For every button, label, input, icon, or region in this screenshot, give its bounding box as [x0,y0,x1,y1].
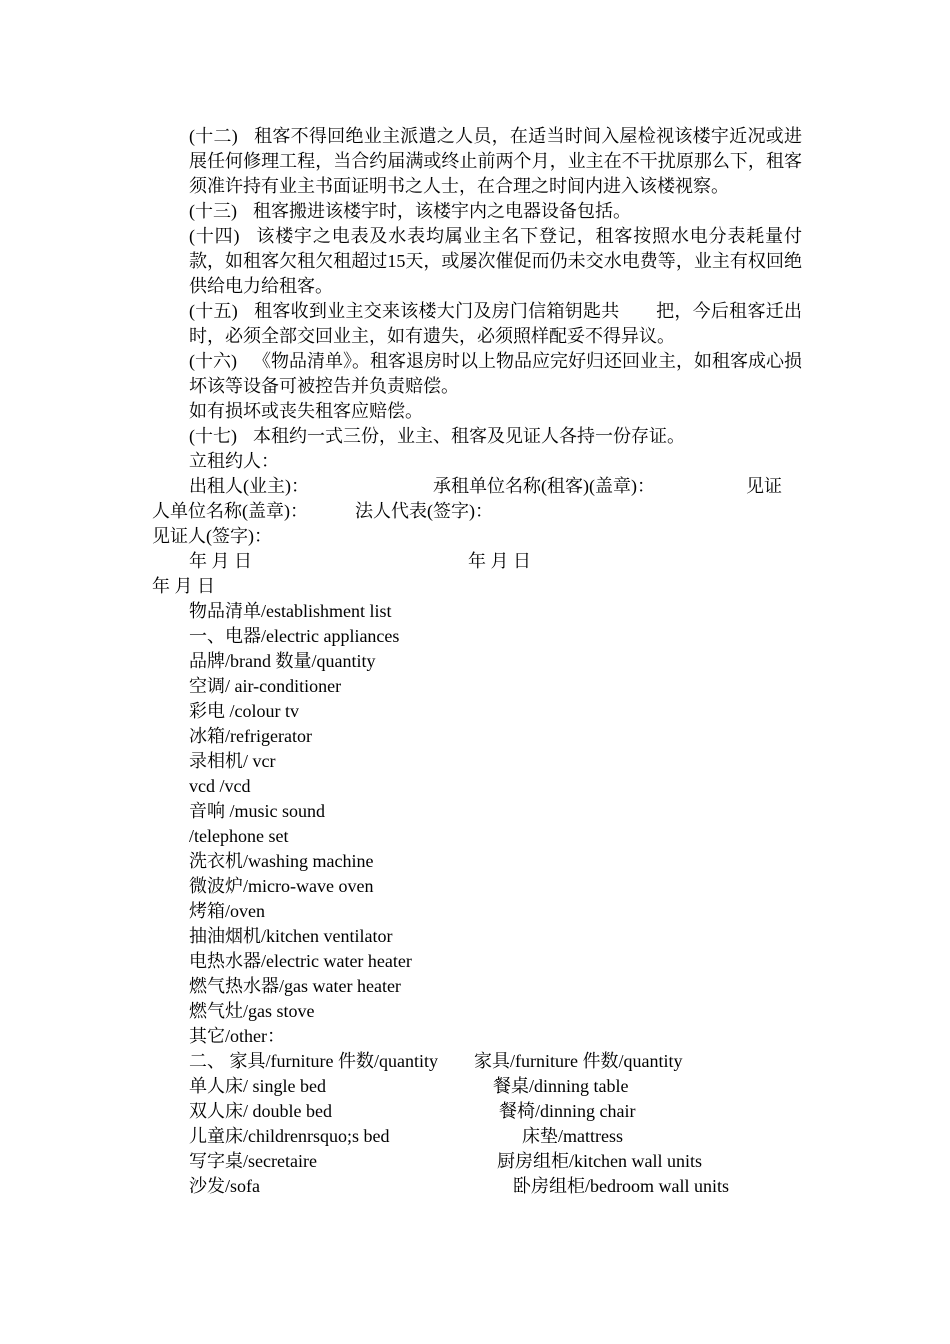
signatures-heading: 立租约人： [189,451,279,471]
appliances-column-header: 品牌/brand 数量/quantity [189,651,376,671]
furniture-row [152,1124,802,1149]
witness-unit-label-start: 见证 [746,476,782,496]
appliance-item: 其它/other： [189,1026,285,1046]
clause-number: (十六) [189,351,237,371]
furniture-row [152,1074,802,1099]
furniture-section-heading [152,1049,802,1074]
appliance-item: 烤箱/oven [189,901,265,921]
date-field-witness: 年 月 日 [152,576,215,596]
appliance-item: 抽油烟机/kitchen ventilator [189,926,393,946]
clause-number: (十七) [189,426,237,446]
furniture-item-left: 双人床/ double bed [189,1101,332,1121]
clause-17 [152,424,802,449]
date-row [152,549,802,574]
appliance-item: 空调/ air-conditioner [189,676,342,696]
furniture-row [152,1099,802,1124]
appliances-section-heading: 一、电器/electric appliances [189,626,400,646]
signature-row-2 [152,499,802,524]
furniture-item-left: 沙发/sofa [189,1176,260,1196]
clause-number: (十三) [189,201,237,221]
appliance-item: vcd /vcd [189,776,251,796]
clause-12 [152,124,802,199]
legal-rep-label: 法人代表(签字)： [355,501,493,521]
clause-text: 本租约一式三份，业主、租客及见证人各持一份存证。 [253,426,685,446]
furniture-row [152,1149,802,1174]
appliance-item: 冰箱/refrigerator [189,726,312,746]
appliance-item: 燃气热水器/gas water heater [189,976,401,996]
appliance-item: 燃气灶/gas stove [189,1001,315,1021]
clause-number: (十五) [189,301,238,321]
furniture-item-left: 单人床/ single bed [189,1076,326,1096]
clause-15 [152,299,802,349]
furniture-header-left: 二、 家具/furniture 件数/quantity [189,1051,438,1071]
date-field-lessee: 年 月 日 [468,551,531,571]
furniture-item-right: 餐椅/dinning chair [499,1101,636,1121]
furniture-row [152,1174,802,1199]
clause-text: 租客不得回绝业主派遣之人员，在适当时间入屋检视该楼宇近况或进展任何修理工程，当合约届满或终止前两个月，业主在不干扰原那么下，租客须准许持有业主书面证明书之人士，在合理之时间内进入该楼视察。 [189,126,802,196]
appliance-item: 洗衣机/washing machine [189,851,374,871]
clause-16 [152,349,802,399]
appliance-item: 微波炉/micro-wave oven [189,876,374,896]
furniture-item-right: 厨房组柜/kitchen wall units [497,1151,702,1171]
appliance-item: 音响 /music sound [189,801,326,821]
furniture-item-left: 写字桌/secretaire [189,1151,317,1171]
clause-14 [152,224,802,299]
clause-text: 该楼宇之电表及水表均属业主名下登记，租客按照水电分表耗量付款，如租客欠租欠租超过15天，或屡次催促而仍未交水电费等，业主有权回绝供给电力给租客。 [189,226,802,296]
clause-text: 租客搬进该楼宇时，该楼宇内之电器设备包括。 [253,201,631,221]
clause-text: 《物品清单》。租客退房时以上物品应完好归还回业主，如租客成心损坏该等设备可被控告并负责赔偿。 [189,351,802,396]
appliance-item: 录相机/ vcr [189,751,276,771]
document-body [152,124,802,1199]
clause-text: 租客收到业主交来该楼大门及房门信箱钥匙共 把，今后租客迁出时，必须全部交回业主，如有遗失，必须照样配妥不得异议。 [189,301,802,346]
appliance-item: /telephone set [189,826,289,846]
lessor-label: 出租人(业主)： [189,476,309,496]
furniture-item-left: 儿童床/childrenrsquo;s bed [189,1126,390,1146]
lessee-label: 承租单位名称(租客)(盖章)： [433,476,655,496]
witness-unit-label: 人单位名称(盖章)： [152,501,308,521]
clause-number: (十二) [189,126,238,146]
date-field-lessor: 年 月 日 [189,551,252,571]
clause-13 [152,199,802,224]
appliance-item: 电热水器/electric water heater [189,951,412,971]
inventory-title: 物品清单/establishment list [189,601,392,621]
appliance-item: 彩电 /colour tv [189,701,299,721]
signature-row-1 [152,474,802,499]
witness-sign-label: 见证人(签字)： [152,526,272,546]
furniture-item-right: 床垫/mattress [522,1126,623,1146]
clause-number: (十四) [189,226,240,246]
furniture-item-right: 卧房组柜/bedroom wall units [513,1176,729,1196]
furniture-header-right: 家具/furniture 件数/quantity [474,1051,683,1071]
damage-note: 如有损坏或丧失租客应赔偿。 [189,401,423,421]
furniture-item-right: 餐桌/dinning table [493,1076,629,1096]
